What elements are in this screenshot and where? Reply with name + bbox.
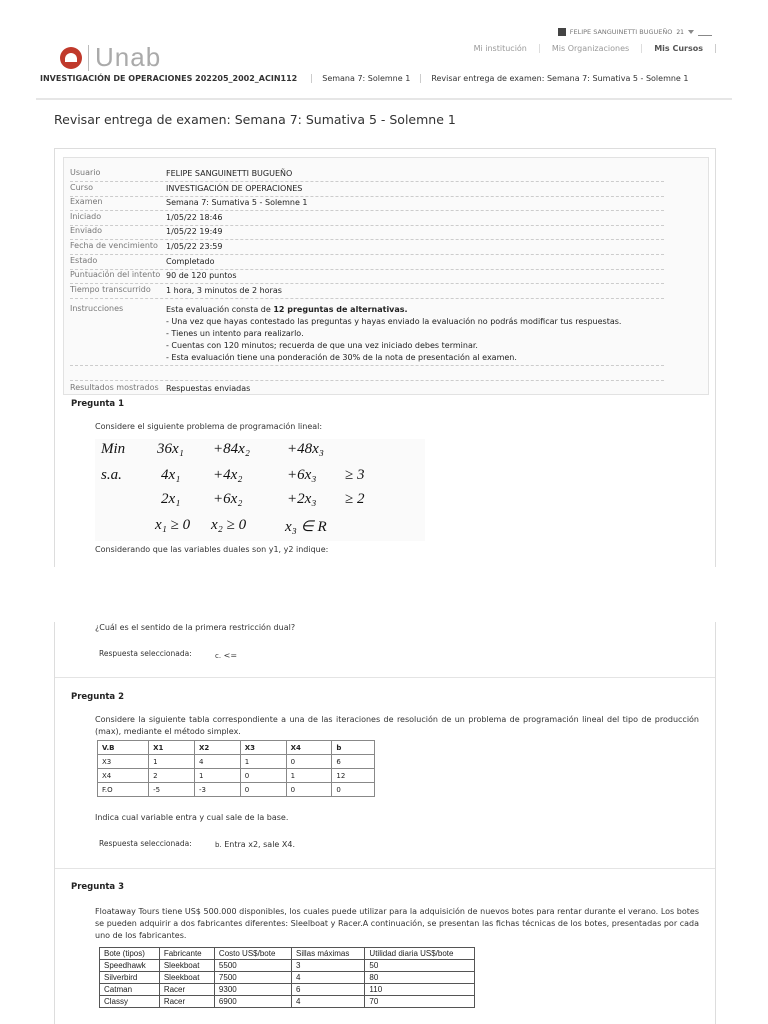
question-title: Pregunta 2 [71,692,125,702]
detail-row [70,241,664,255]
table-header: Costo US$/bote [214,948,291,960]
selected-answer: c. <= [215,651,238,660]
table-cell: Racer [159,984,214,996]
detail-value: INVESTIGACIÓN DE OPERACIONES [166,183,303,193]
detail-label: Enviado [70,226,102,236]
table-cell: 0 [286,783,332,797]
table-row [98,769,375,783]
table-cell: 70 [365,996,475,1008]
detail-row [70,226,664,240]
detail-label: Instrucciones [70,304,124,313]
top-navigation [462,44,716,53]
table-cell: 3 [292,960,365,972]
detail-row [70,168,664,182]
detail-row [70,212,664,226]
detail-row [70,270,664,284]
detail-label: Tiempo transcurrido [70,284,151,294]
question-text: Considere el siguiente problema de programación lineal: [95,422,323,431]
table-cell: X4 [98,769,149,783]
table-header: Fabricante [159,948,214,960]
table-cell: 2 [149,769,195,783]
divider [55,677,715,678]
table-cell: 1 [286,769,332,783]
detail-value: 1 hora, 3 minutos de 2 horas [166,285,282,295]
table-cell: 80 [365,972,475,984]
table-cell: Racer [159,996,214,1008]
selected-answer: b. Entra x2, sale X4. [215,840,295,849]
nav-mis-organizaciones[interactable]: Mis Organizaciones [540,44,642,53]
table-row [100,972,475,984]
question-prompt: Indica cual variable entra y cual sale de la base. [95,813,289,822]
question-note: Considerando que las variables duales son y1, y2 indique: [95,545,329,554]
table-cell: 110 [365,984,475,996]
detail-label: Iniciado [70,211,102,221]
table-cell: 5500 [214,960,291,972]
detail-row-instrucciones [70,304,664,366]
detail-label: Examen [70,197,103,207]
detail-value: Respuestas enviadas [166,384,251,393]
detail-value: 1/05/22 23:59 [166,242,223,251]
question-title: Pregunta 1 [71,399,125,409]
table-cell: 7500 [214,972,291,984]
table-header: X1 [149,741,195,755]
table-row [100,960,475,972]
detail-value: 1/05/22 18:46 [166,212,223,222]
instructions-text: Esta evaluación consta de 12 preguntas de alternativas. - Una vez que hayas contestado las preguntas y hayas enviado la evaluación no podrás modificar tus respuestas. - Tienes un intento para realizarlo. - Cuentas con 120 minutos; recuerda de que una vez iniciado debes terminar. - Esta evaluación tiene una ponderación de 30% de la nota de presentación al examen. [166,305,622,362]
table-cell: 0 [286,755,332,769]
table-header: X4 [286,741,332,755]
detail-value: Completado [166,256,215,266]
detail-label: Estado [70,255,98,265]
table-cell: 1 [194,769,240,783]
avatar [558,28,566,36]
page-title: Revisar entrega de examen: Semana 7: Sumativa 5 - Solemne 1 [54,112,456,127]
detail-row [70,256,664,270]
table-cell: 1 [240,755,286,769]
table-header: Sillas máximas [292,948,365,960]
table-header: X3 [240,741,286,755]
divider [36,98,732,100]
table-cell: 50 [365,960,475,972]
table-cell: Speedhawk [100,960,160,972]
question-prompt: ¿Cuál es el sentido de la primera restricción dual? [95,623,296,632]
detail-label: Resultados mostrados [70,383,159,392]
divider [55,868,715,869]
logo-emblem-icon [60,47,82,69]
table-cell: F.O [98,783,149,797]
table-cell: 9300 [214,984,291,996]
answer-label: Respuesta seleccionada: [99,649,192,658]
table-cell: Silverbird [100,972,160,984]
table-header: X2 [194,741,240,755]
table-header: V.B [98,741,149,755]
table-row [98,755,375,769]
table-cell: 6 [332,755,375,769]
notification-badge[interactable]: 21 [676,28,684,36]
boats-table [99,947,475,1008]
logo[interactable] [60,42,161,73]
table-cell: -5 [149,783,195,797]
table-cell: 4 [292,972,365,984]
table-cell: Sleekboat [159,960,214,972]
breadcrumb-item: Revisar entrega de examen: Semana 7: Sumativa 5 - Solemne 1 [420,74,698,83]
table-cell: 1 [149,755,195,769]
detail-value: 1/05/22 19:49 [166,227,223,237]
detail-row [70,183,664,197]
table-cell: 12 [332,769,375,783]
detail-row [70,285,664,299]
lp-formulation-image: Min 36x₁ +84x₂ +48x₃ s.a. 4x₁ +4x₂ +6x₃ ≥ 3 2x₁ +6x₂ +2x₃ ≥ 2 x₁ ≥ 0 x₂ ≥ 0 x₃ ∈ R [95,439,425,541]
breadcrumb-course[interactable]: INVESTIGACIÓN DE OPERACIONES 202205_2002_ACIN112 [40,74,298,83]
table-cell: 6900 [214,996,291,1008]
table-cell: 0 [240,769,286,783]
table-cell: Catman [100,984,160,996]
simplex-table [97,740,375,797]
table-cell: 0 [240,783,286,797]
detail-label: Fecha de vencimiento [70,241,158,250]
top-bar [0,0,768,100]
table-cell: Classy [100,996,160,1008]
detail-row-resultados [70,380,664,396]
question-text: Floataway Tours tiene US$ 500.000 disponibles, los cuales puede utilizar para la adquisición de nuevos botes para rentar durante el verano. Los botes se pueden adquirir a dos fabricantes diferentes: Sleelboat y Racer.A continuación, se presentan las fichas técnicas de los botes, presentadas por cada uno de los fabricantes. [95,907,699,940]
question-text: Considere la siguiente tabla correspondiente a una de las iteraciones de resolución de un problema de programación lineal del tipo de producción (max), mediante el método simplex. [95,715,699,736]
detail-value: 90 de 120 puntos [166,271,237,281]
detail-row [70,197,664,211]
question-title: Pregunta 3 [71,882,125,892]
user-name: FELIPE SANGUINETTI BUGUEÑO [569,28,673,36]
detail-value: Semana 7: Sumativa 5 - Solemne 1 [166,198,308,208]
detail-label: Usuario [70,168,101,177]
table-cell: 6 [292,984,365,996]
table-cell: Sleekboat [159,972,214,984]
table-cell: 0 [332,783,375,797]
chevron-down-icon[interactable] [688,30,694,34]
review-panel-continued [54,622,716,1024]
breadcrumb-item[interactable]: Semana 7: Solemne 1 [311,74,420,83]
table-row [98,783,375,797]
table-row [100,996,475,1008]
table-header: b [332,741,375,755]
table-cell: 4 [292,996,365,1008]
nav-mi-institucion[interactable]: Mi institución [462,44,540,53]
table-header: Utilidad diaria US$/bote [365,948,475,960]
attempt-details [63,157,709,395]
answer-label: Respuesta seleccionada: [99,839,192,848]
detail-label: Puntuación del intento [70,270,161,280]
table-cell: -3 [194,783,240,797]
table-header: Bote (tipos) [100,948,160,960]
menu-line-icon[interactable] [698,29,712,36]
user-menu[interactable] [558,28,712,36]
table-cell: 4 [194,755,240,769]
review-panel [54,148,716,567]
breadcrumb [40,74,698,83]
table-row [100,984,475,996]
table-cell: X3 [98,755,149,769]
detail-value: FELIPE SANGUINETTI BUGUEÑO [166,169,293,178]
detail-label: Curso [70,182,94,192]
nav-mis-cursos[interactable]: Mis Cursos [642,44,716,53]
logo-text: Unab [95,42,162,72]
